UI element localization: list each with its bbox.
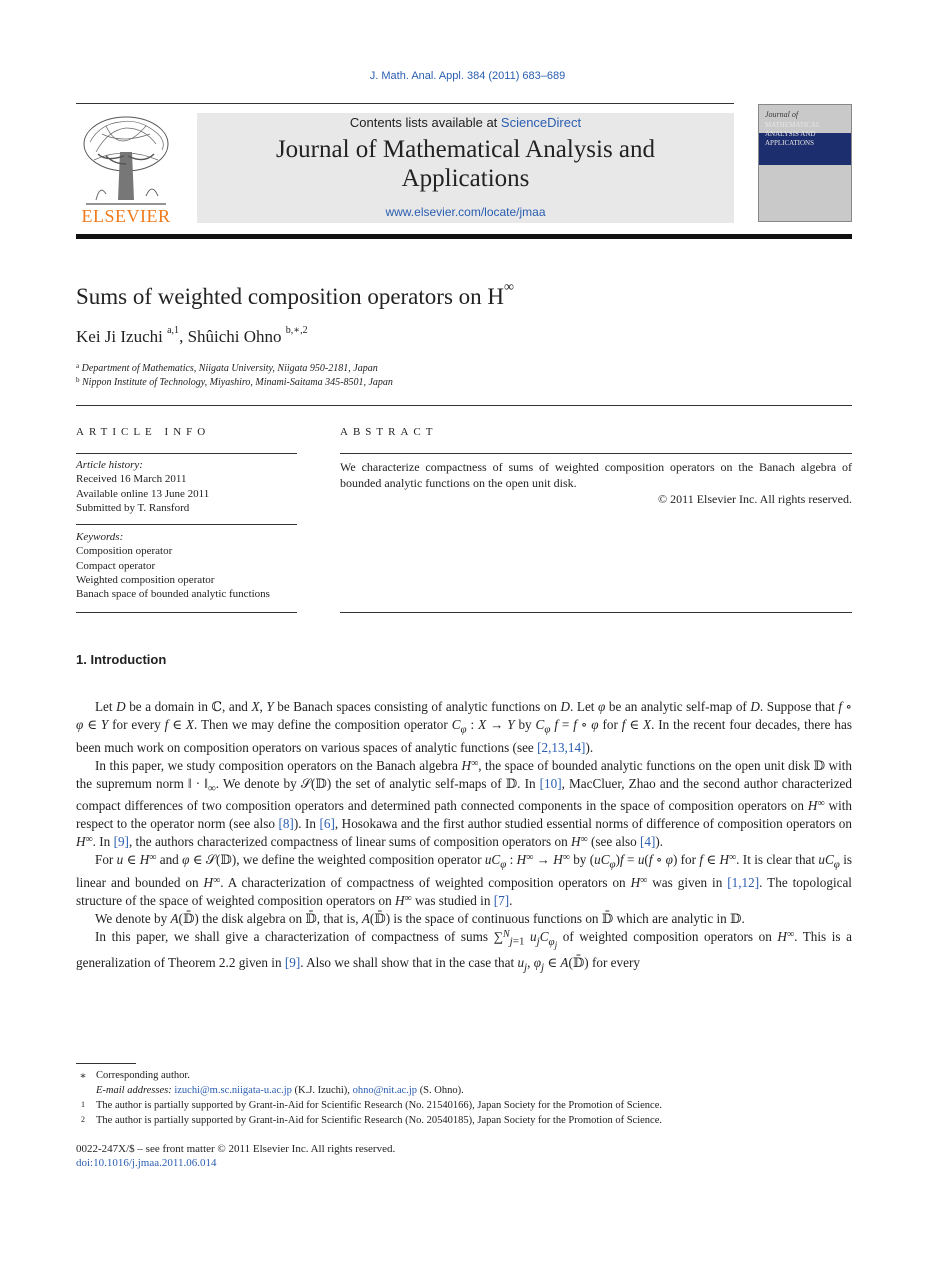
paper-title-text: Sums of weighted composition operators on H [76,284,505,309]
journal-url-link[interactable]: www.elsevier.com/locate/jmaa [385,205,546,219]
sciencedirect-link[interactable]: ScienceDirect [500,115,582,130]
paragraph-5: In this paper, we shall give a characterization of compactness of sums ∑$^N_{j=1}$ $u_jC_{\varphi_j}$ of weighted composition operators on H∞. This is a generalization of Theorem 2.2 given in [9]. Also we shall show that in the case that $u_j$, $\varphi_j$ ∈ A(𝔻̄) for every [76,928,852,974]
abstract-copyright: © 2011 Elsevier Inc. All rights reserved. [658,492,852,506]
elsevier-wordmark: ELSEVIER [81,206,171,226]
paragraph-4: We denote by A(𝔻̄) the disk algebra on 𝔻̄, that is, A(𝔻̄) is the space of continuous functions on 𝔻̄ which are analytic in 𝔻. [95,910,745,926]
journal-cover-thumbnail [758,104,852,222]
journal-masthead [197,113,734,223]
journal-citation[interactable]: J. Math. Anal. Appl. 384 (2011) 683–689 [369,70,566,82]
cover-title: MATHEMATICAL ANALYSIS AND APPLICATIONS [765,121,820,147]
doi-link[interactable]: doi:10.1016/j.jmaa.2011.06.014 [76,1157,217,1169]
ref-link[interactable]: [9] [113,834,129,850]
fn-text: The author is partially supported by Grant-in-Aid for Scientific Research (No. 20540185), Japan Society for the Promotion of Science. [96,1115,662,1126]
contents-line [197,115,734,130]
aff-b-text: Nippon Institute of Technology, Miyashiro, Minami-Saitama 345-8501, Japan [82,377,393,388]
affiliation-a [76,363,378,374]
section-heading: 1. Introduction [76,652,167,667]
paper-title [76,280,514,310]
available-date: Available online 13 June 2011 [76,487,210,500]
fn-text: The author is partially supported by Grant-in-Aid for Scientific Research (No. 21540166), Japan Society for the Promotion of Science. [96,1100,662,1111]
journal-title-line2: Applications [401,165,530,192]
cover-journal-of: Journal of [765,110,799,119]
keyword-item: Weighted composition operator [76,573,215,586]
ref-link[interactable]: [2,13,14] [537,739,586,755]
contents-prefix: Contents lists available at [349,115,501,130]
section-rule [76,405,852,406]
received-date: Received 16 March 2011 [76,473,187,486]
author-izuchi[interactable]: Kei Ji Izuchi [76,327,163,346]
fn-mark: 2 [81,1115,85,1124]
article-info-rule [76,524,297,525]
author-ohno-sup[interactable]: b,∗,2 [285,325,308,336]
email-name2: (S. Ohno). [417,1085,464,1096]
journal-title [197,135,734,193]
history-label: Article history: [76,459,143,471]
keyword-item: Banach space of bounded analytic functions [76,588,270,601]
aff-a-text: Department of Mathematics, Niigata University, Niigata 950-2181, Japan [81,363,378,374]
author-list [76,327,308,347]
ref-link[interactable]: [10] [539,775,562,791]
aff-b-mark: b [76,376,80,384]
footnote-rule [76,1063,136,1064]
fn-text: Corresponding author. [96,1070,190,1081]
fn-mark: 1 [81,1100,85,1109]
abstract-text: We characterize compactness of sums of weighted composition operators on the Banach algebra of bounded analytic functions on the open unit disk. [340,460,852,490]
ref-link[interactable]: [7] [493,892,510,908]
abstract-rule [340,453,852,454]
ref-link[interactable]: [8] [278,816,294,832]
ref-link[interactable]: [6] [319,816,335,832]
abstract-heading: ABSTRACT [340,426,438,438]
article-info-rule [76,453,297,454]
paragraph-2: In this paper, we study composition operators on the Banach algebra H∞, the space of bounded analytic functions on the open unit disk 𝔻 with the supremum norm ‖ · $‖_\infty$. We denote by 𝒮(𝔻) the set of analytic self-maps of 𝔻. In [10], MacCluer, Zhao and the second author characterized compact differences of two composition operators and determined path connected components in the space of composition operators on H∞ with respect to the operator norm (see also [8]). In [6], Hosokawa and the first author studied essential norms of difference of composition operators on H∞. In [9], the authors characterized compactness of linear sums of composition operators on H∞ (see also [4]). [76,757,852,850]
article-history [76,458,297,515]
journal-title-line1: Journal of Mathematical Analysis and [275,136,656,163]
email-label: E-mail addresses: [96,1085,175,1096]
author-ohno[interactable]: Shûichi Ohno [187,327,282,346]
keywords-label: Keywords: [76,531,124,543]
ref-link[interactable]: [1,12] [727,874,760,890]
author-izuchi-sup[interactable]: a,1 [167,325,180,336]
ref-link[interactable]: [4] [640,834,656,850]
fn-mark: ∗ [79,1071,87,1082]
email-ohno-link[interactable]: ohno@nit.ac.jp [352,1085,418,1096]
paper-title-sup: ∞ [504,280,514,295]
author-separator: , [179,327,188,346]
submitted-by: Submitted by T. Ransford [76,501,190,514]
email-name1: (K.J. Izuchi), [291,1085,353,1096]
email-izuchi-link[interactable]: izuchi@m.sc.niigata-u.ac.jp [174,1085,292,1096]
article-info-rule [76,612,297,613]
article-info-heading: ARTICLE INFO [76,426,211,438]
abstract-body [340,459,852,507]
aff-a-mark: a [76,362,80,370]
introduction-body [76,698,852,976]
header-rule [76,103,734,104]
keywords-block [76,530,297,601]
paragraph-3: For u ∈ H∞ and φ ∈ 𝒮(𝔻), we define the weighted composition operator $uC_\varphi$ : H∞ → H∞ by $(uC_\varphi)f = u(f$ ∘ φ) for f ∈ H∞. It is clear that $uC_\varphi$ is linear and bounded on H∞. A characterization of compactness of weighted composition operators on H∞ was given in [1,12]. The topological structure of the space of weighted composition operators on H∞ was studied in [7]. [76,852,853,908]
ref-link[interactable]: [9] [284,954,301,970]
abstract-rule [340,612,852,613]
keyword-item: Compact operator [76,559,156,572]
affiliation-b [76,377,393,388]
header-thick-rule [76,234,852,239]
front-matter-line: 0022-247X/$ – see front matter © 2011 Elsevier Inc. All rights reserved. [76,1143,396,1155]
keyword-item: Composition operator [76,545,173,558]
paragraph-1: Let D be a domain in ℂ, and X, Y be Banach spaces consisting of analytic functions on D. Let φ be an analytic self-map of D. Suppose that f ∘ φ ∈ Y for every f ∈ X. Then we may define the composition operator $C_\varphi$ : X → Y by $C_\varphi$ f = f ∘ φ for f ∈ X. In the recent four decades, there has been much work on composition operators on various spaces of analytic functions (see [2,13,14]). [76,699,853,755]
